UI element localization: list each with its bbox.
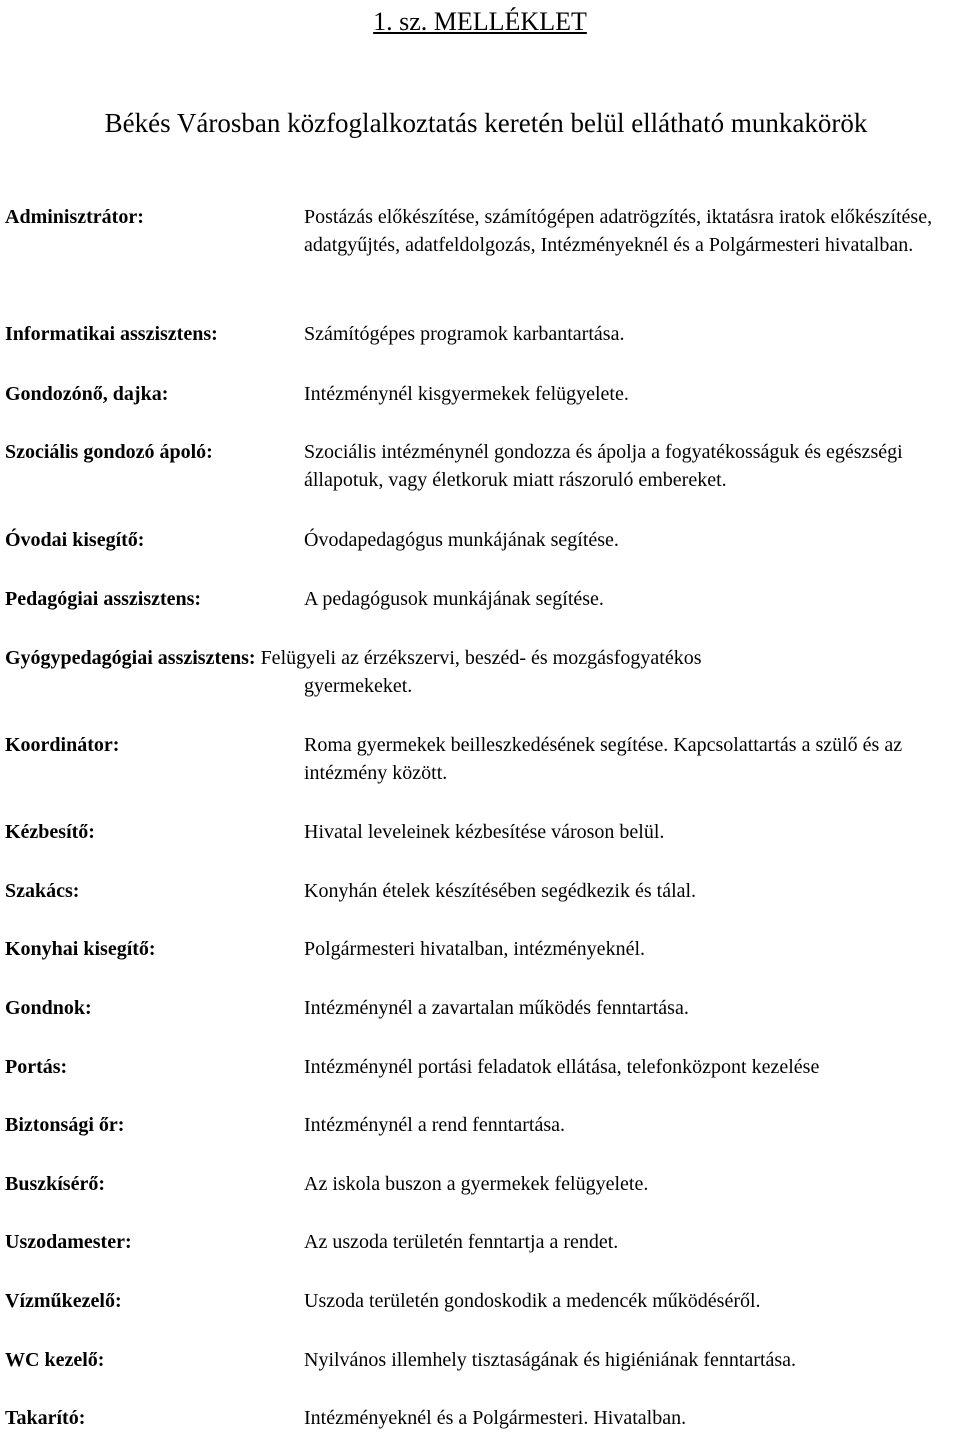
role-label: Adminisztrátor: bbox=[5, 206, 144, 228]
role-label: Óvodai kisegítő: bbox=[5, 529, 145, 551]
role-description: Intézménynél kisgyermekek felügyelete. bbox=[304, 383, 629, 405]
role-description: Az uszoda területén fenntartja a rendet. bbox=[304, 1231, 619, 1253]
role-description: Óvodapedagógus munkájának segítése. bbox=[304, 529, 619, 551]
role-label: Kézbesítő: bbox=[5, 821, 95, 843]
role-description: Szociális intézménynél gondozza és ápolja a fogyatékosságuk és egészségi állapotuk, vagy életkoruk miatt rászoruló embereket. bbox=[304, 441, 903, 491]
role-description: Intézménynél portási feladatok ellátása, telefonközpont kezelése bbox=[304, 1056, 820, 1078]
role-label: Koordinátor: bbox=[5, 734, 120, 756]
role-row-special bbox=[5, 644, 960, 700]
role-description: Hivatal leveleinek kézbesítése városon belül. bbox=[304, 821, 665, 843]
role-label: Szociális gondozó ápoló: bbox=[5, 441, 213, 463]
role-description: Uszoda területén gondoskodik a medencék működéséről. bbox=[304, 1290, 761, 1312]
role-description: Postázás előkészítése, számítógépen adatrögzítés, iktatásra iratok előkészítése, adatgyűjtés, adatfeldolgozás, Intézményeknél és a Polgármesteri hivatalban. bbox=[304, 206, 933, 256]
annex-heading: 1. sz. MELLÉKLET bbox=[373, 7, 587, 36]
role-label: Gondozónő, dajka: bbox=[5, 383, 169, 405]
role-description: Konyhán ételek készítésében segédkezik és tálal. bbox=[304, 880, 697, 902]
role-description: Felügyeli az érzékszervi, beszéd- és mozgásfogyatékos bbox=[255, 647, 702, 669]
role-label: Gondnok: bbox=[5, 997, 92, 1019]
role-description: Számítógépes programok karbantartása. bbox=[304, 323, 625, 345]
role-label: WC kezelő: bbox=[5, 1349, 105, 1371]
role-description: Nyilvános illemhely tisztaságának és higiéniának fenntartása. bbox=[304, 1349, 797, 1371]
role-description: Intézménynél a zavartalan működés fenntartása. bbox=[304, 997, 689, 1019]
role-description: Az iskola buszon a gyermekek felügyelete. bbox=[304, 1173, 649, 1195]
role-label: Uszodamester: bbox=[5, 1231, 132, 1253]
role-label: Buszkísérő: bbox=[5, 1173, 105, 1195]
role-label: Takarító: bbox=[5, 1407, 86, 1429]
role-description: Intézménynél a rend fenntartása. bbox=[304, 1114, 565, 1136]
role-description: Polgármesteri hivatalban, intézményeknél. bbox=[304, 938, 645, 960]
role-label: Konyhai kisegítő: bbox=[5, 938, 156, 960]
role-label: Pedagógiai asszisztens: bbox=[5, 588, 202, 610]
role-label: Biztonsági őr: bbox=[5, 1114, 125, 1136]
role-label: Portás: bbox=[5, 1056, 68, 1078]
role-label: Szakács: bbox=[5, 880, 80, 902]
role-description: Intézményeknél és a Polgármesteri. Hivatalban. bbox=[304, 1407, 687, 1429]
role-description-continued: gyermekeket. bbox=[304, 675, 413, 697]
role-description: Roma gyermekek beilleszkedésének segítése. Kapcsolattartás a szülő és az intézmény között. bbox=[304, 734, 903, 784]
role-label: Vízműkezelő: bbox=[5, 1290, 122, 1312]
document-title: Békés Városban közfoglalkoztatás keretén belül ellátható munkakörök bbox=[104, 108, 868, 138]
role-description: A pedagógusok munkájának segítése. bbox=[304, 588, 604, 610]
role-label: Gyógypedagógiai asszisztens: bbox=[5, 647, 256, 669]
role-label: Informatikai asszisztens: bbox=[5, 323, 218, 345]
